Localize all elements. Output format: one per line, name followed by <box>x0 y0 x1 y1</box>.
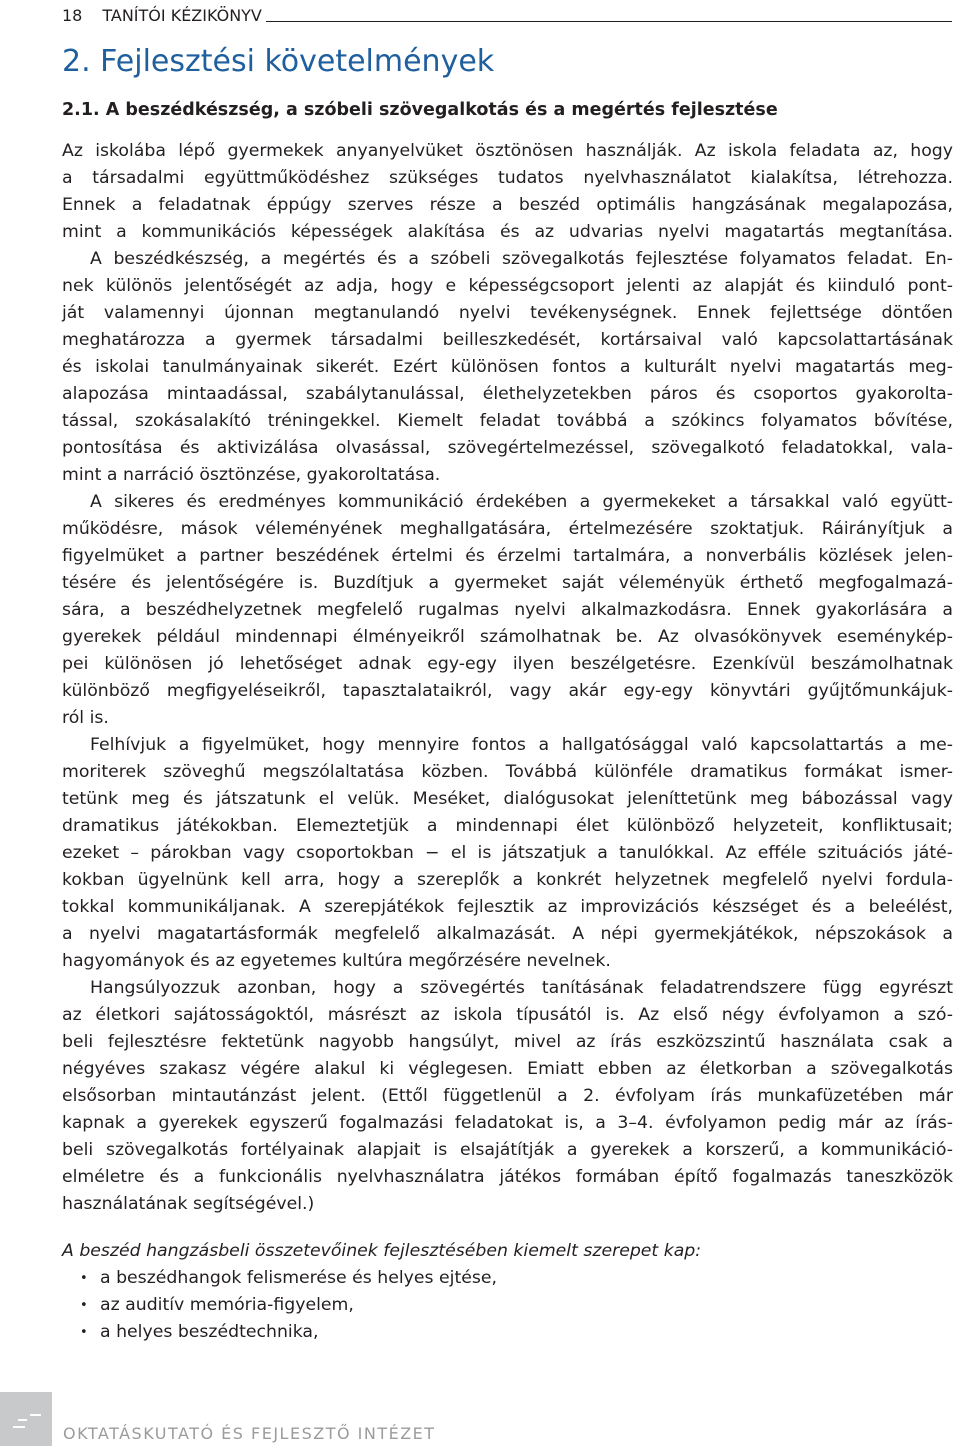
list-item-text: a helyes beszédtechnika, <box>100 1322 319 1342</box>
body-line: és iskolai tanulmányainak sikerét. Ezért különösen fontos a kulturált nyelvi magatartás meg- <box>62 357 953 377</box>
body-line: az életkori sajátosságoktól, másrészt az iskola típusától is. Az első négy évfolyamon a szó- <box>62 1005 953 1025</box>
bullet-icon: • <box>80 1298 88 1313</box>
bullet-icon: • <box>80 1325 88 1340</box>
book-title: TANÍTÓI KÉZIKÖNYV <box>102 6 262 25</box>
body-line: alapozása mintaadással, szabálytanulással, élethelyzetekben páros és csoportos gyakorolta- <box>62 384 953 404</box>
body-line: Az iskolába lépő gyermekek anyanyelvüket ösztönösen használják. Az iskola feladata az, hogy <box>62 141 953 161</box>
paragraph-gap <box>62 1218 953 1238</box>
body-line: dramatikus játékokban. Elemeztetjük a mindennapi élet különböző helyzeteit, konfliktusait; <box>62 816 953 836</box>
body-line: tással, szokásalakító tréningekkel. Kiemelt feladat továbbá a szókincs folyamatos bővítése, <box>62 411 953 431</box>
lead-in: A beszéd hangzásbeli összetevőinek fejlesztésében kiemelt szerepet kap: <box>62 1241 702 1261</box>
body-line: működésre, mások véleményének meghallgatására, értelmezésére szoktatjuk. Ráirányítjuk a <box>62 519 953 539</box>
body-line: mint a narráció ösztönzése, gyakoroltatása. <box>62 465 441 485</box>
body-line: elsősorban mintautánzást jelent. (Ettől függetlenül a 2. évfolyam írás munkafüzetében már <box>62 1086 953 1106</box>
body-line: kapnak a gyerekek egyszerű fogalmazási feladatokat is, a 3–4. évfolyamon pedig már az írás- <box>62 1113 953 1133</box>
body-line: négyéves szakasz végére alakul ki véglegesen. Emiatt ebben az életkorban a szövegalkotás <box>62 1059 953 1079</box>
bullet-icon: • <box>80 1271 88 1286</box>
body-line: pontosítása és aktivizálása olvasással, szövegértelmezéssel, szövegalkotó feladatokkal, vala- <box>62 438 953 458</box>
body-line: figyelmüket a partner beszédének értelmi és érzelmi tartalmára, a nonverbális közlések jelen- <box>62 546 953 566</box>
body-line: mint a kommunikációs képességek alakítása és az udvarias nyelvi magatartás megtanítása. <box>62 222 953 242</box>
body-line: ezeket – párokban vagy csoportokban − el is játszatjuk a tanulókkal. Az efféle szituációs játé- <box>62 843 953 863</box>
body-line: moriterek szöveghű megszólaltatása közben. Továbbá különféle dramatikus formákat ismer- <box>62 762 953 782</box>
body-line: nek különös jelentőségét az adja, hogy e képességcsoport jelenti az alapját és kiinduló pont- <box>62 276 953 296</box>
list-item-text: az auditív memória-figyelem, <box>100 1295 354 1315</box>
body-line: a nyelvi magatartásformák megfelelő alkalmazását. A népi gyermekjátékok, népszokások a <box>62 924 953 944</box>
body-line: különböző megfigyeléseikről, tapasztalataikról, vagy akár egy-egy könyvtári gyűjtőmunkájuk- <box>62 681 953 701</box>
list-item <box>62 1319 953 1346</box>
body-line: A beszédkészség, a megértés és a szóbeli szövegalkotás fejlesztése folyamatos feladat. En- <box>90 249 953 269</box>
body-line: elméletre és a funkcionális nyelvhasználatra játékos formában építő fogalmazás taneszközök <box>62 1167 953 1187</box>
institute-logo-icon <box>0 1392 52 1446</box>
body-line: sára, a beszédhelyzetnek megfelelő rugalmas nyelvi alkalmazkodásra. Ennek gyakorlására a <box>62 600 953 620</box>
list-item <box>62 1265 953 1292</box>
body-text <box>62 138 953 1346</box>
chapter-title: 2. Fejlesztési követelmények <box>62 44 495 79</box>
body-line: ját valamennyi újonnan megtanulandó nyelvi tevékenységnek. Ennek fejlettsége döntően <box>62 303 953 323</box>
body-line: használatának segítségével.) <box>62 1194 315 1214</box>
list-item-text: a beszédhangok felismerése és helyes ejtése, <box>100 1268 498 1288</box>
body-line: gyerekek például mindennapi élményeikről számolhatnak be. Az olvasókönyvek eseménykép- <box>62 627 953 647</box>
body-line: beli szövegalkotás fortélyainak alapjait is elsajátítják a gyerekek a korszerű, a kommunikáció- <box>62 1140 953 1160</box>
body-line: beli fejlesztésre fektetünk nagyobb hangsúlyt, mivel az írás eszközszintű használata csak a <box>62 1032 953 1052</box>
footer-institute-name: OKTATÁSKUTATÓ ÉS FEJLESZTŐ INTÉZET <box>63 1424 436 1443</box>
body-line: meghatározza a gyermek társadalmi beilleszkedését, kortársaival való kapcsolattartásának <box>62 330 953 350</box>
body-line: tokkal kommunikáljanak. A szerepjátékok fejlesztik az improvizációs készséget és a beleélést, <box>62 897 953 917</box>
body-line: Felhívjuk a figyelmüket, hogy mennyire fontos a hallgatósággal való kapcsolattartás a me- <box>90 735 953 755</box>
bullet-list <box>62 1265 953 1346</box>
running-header <box>62 3 952 25</box>
body-line: Ennek a feladatnak éppúgy szerves része a beszéd optimális hangzásának megalapozása, <box>62 195 953 215</box>
body-line: hagyományok és az egyetemes kultúra megőrzésére nevelnek. <box>62 951 611 971</box>
header-rule <box>266 21 952 22</box>
body-line: A sikeres és eredményes kommunikáció érdekében a gyermekeket a társakkal való együtt- <box>90 492 953 512</box>
list-item <box>62 1292 953 1319</box>
body-line: tetünk meg és játszatunk el velük. Meséket, dialógusokat jeleníttetünk meg bábozással vagy <box>62 789 953 809</box>
body-line: ról is. <box>62 708 109 728</box>
page-number: 18 <box>62 6 83 25</box>
body-line: kokban ügyelnünk kell arra, hogy a szereplők a konkrét helyzetnek megfelelő nyelvi fordula- <box>62 870 953 890</box>
body-line: a társadalmi együttműködéshez szükséges tudatos nyelvhasználatot kialakítsa, létrehozza. <box>62 168 953 188</box>
section-title: 2.1. A beszédkészség, a szóbeli szövegalkotás és a megértés fejlesztése <box>62 100 778 120</box>
body-line: tésére és jelentőségére is. Buzdítjuk a gyermeket saját véleményük érthető megfogalmazá- <box>62 573 953 593</box>
body-line: pei különösen jó lehetőséget adnak egy-egy ilyen beszélgetésre. Ezenkívül beszámolhatnak <box>62 654 953 674</box>
body-line: Hangsúlyozzuk azonban, hogy a szövegértés tanításának feladatrendszere függ egyrészt <box>90 978 953 998</box>
